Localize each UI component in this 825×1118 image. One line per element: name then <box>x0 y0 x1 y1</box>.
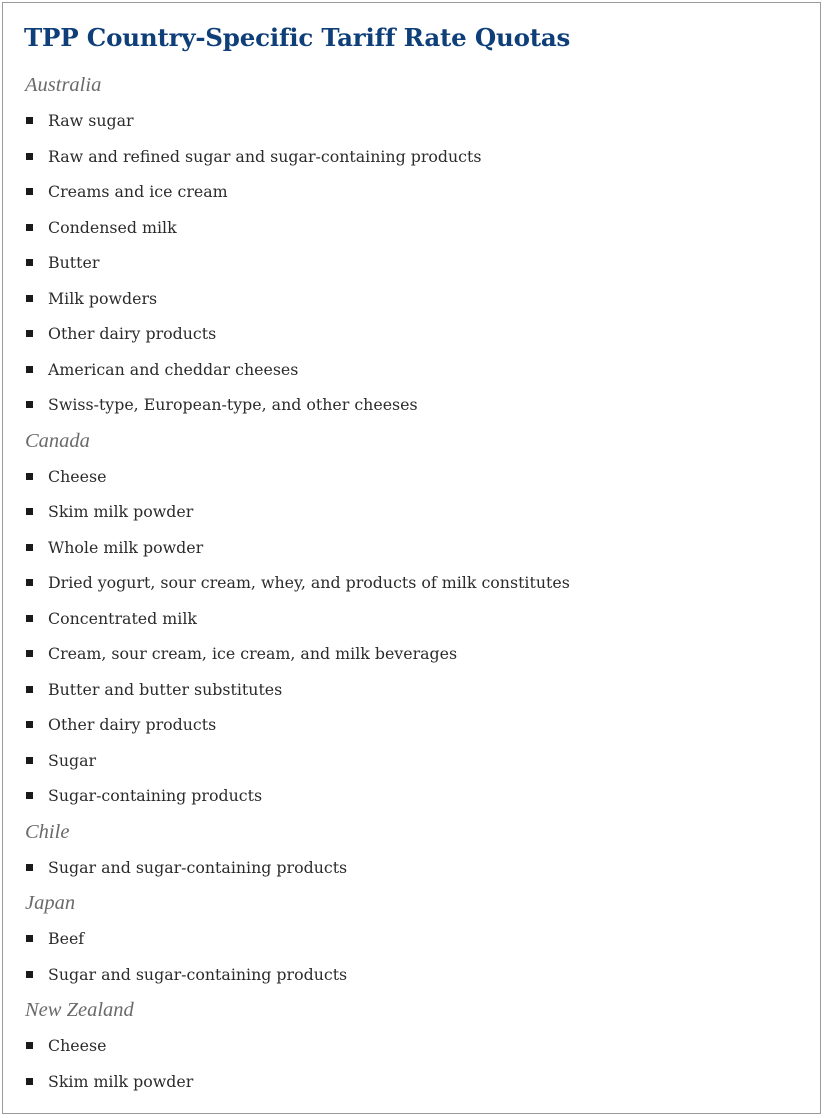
list-item-label: Sugar <box>48 750 97 770</box>
list-item <box>25 957 805 993</box>
product-list <box>25 103 805 423</box>
list-item-label: Cheese <box>48 1036 107 1055</box>
list-item-label: Cream, sour cream, ice cream, and milk beverages <box>48 644 458 663</box>
list-item-label: Other dairy products <box>48 715 217 734</box>
square-bullet-icon <box>26 153 33 160</box>
list-item <box>25 352 805 388</box>
list-item <box>25 281 805 317</box>
country-quota-list <box>25 67 805 1099</box>
list-item-label: Skim milk powder <box>48 1071 194 1091</box>
square-bullet-icon <box>26 864 33 871</box>
square-bullet-icon <box>26 721 33 728</box>
list-item <box>25 245 805 281</box>
product-list <box>25 921 805 992</box>
product-list <box>25 459 805 814</box>
list-item-label: Sugar-containing products <box>48 786 263 805</box>
list-item-label: American and cheddar cheeses <box>48 359 299 379</box>
country-heading: Australia <box>25 74 102 96</box>
list-item-label: Sugar and sugar-containing products <box>48 964 348 984</box>
list-item <box>25 850 805 886</box>
square-bullet-icon <box>26 757 33 764</box>
square-bullet-icon <box>26 544 33 551</box>
list-item <box>25 103 805 139</box>
list-item <box>25 139 805 175</box>
square-bullet-icon <box>26 473 33 480</box>
list-item-label: Dried yogurt, sour cream, whey, and products of milk constitutes <box>48 573 570 592</box>
list-item-label: Cheese <box>48 466 107 486</box>
list-item-label: Other dairy products <box>48 324 217 343</box>
square-bullet-icon <box>26 295 33 302</box>
list-item <box>25 530 805 566</box>
list-item <box>25 174 805 210</box>
list-item-label: Raw and refined sugar and sugar-containing products <box>48 146 482 166</box>
list-item-label: Beef <box>48 929 85 948</box>
square-bullet-icon <box>26 1078 33 1085</box>
list-item <box>25 778 805 814</box>
country-heading: New Zealand <box>25 999 134 1021</box>
square-bullet-icon <box>26 188 33 195</box>
square-bullet-icon <box>26 224 33 231</box>
list-item-label: Concentrated milk <box>48 608 197 628</box>
square-bullet-icon <box>26 1042 33 1049</box>
list-item-label: Condensed milk <box>48 217 177 237</box>
list-item <box>25 743 805 779</box>
list-item <box>25 565 805 601</box>
square-bullet-icon <box>26 579 33 586</box>
list-item-label: Swiss-type, European-type, and other cheeses <box>48 395 418 414</box>
list-item <box>25 921 805 957</box>
list-item <box>25 672 805 708</box>
list-item <box>25 601 805 637</box>
square-bullet-icon <box>26 650 33 657</box>
list-item <box>25 316 805 352</box>
country-heading: Canada <box>25 429 90 452</box>
list-item <box>25 494 805 530</box>
square-bullet-icon <box>26 401 33 408</box>
list-item-label: Milk powders <box>48 288 158 308</box>
product-list <box>25 1028 805 1099</box>
list-item <box>25 1064 805 1100</box>
list-item <box>25 707 805 743</box>
list-item <box>25 387 805 423</box>
square-bullet-icon <box>26 508 33 515</box>
list-item-label: Butter <box>48 253 100 272</box>
square-bullet-icon <box>26 971 33 978</box>
list-item-label: Sugar and sugar-containing products <box>48 857 348 877</box>
list-item-label: Skim milk powder <box>48 502 194 521</box>
list-item-label: Butter and butter substitutes <box>48 679 283 699</box>
page-title: TPP Country-Specific Tariff Rate Quotas <box>24 23 571 52</box>
list-item-label: Creams and ice cream <box>48 182 228 201</box>
product-list <box>25 850 805 886</box>
list-item-label: Raw sugar <box>48 111 134 130</box>
square-bullet-icon <box>26 792 33 799</box>
square-bullet-icon <box>26 686 33 693</box>
square-bullet-icon <box>26 615 33 622</box>
square-bullet-icon <box>26 259 33 266</box>
country-heading: Chile <box>25 820 70 843</box>
list-item <box>25 459 805 495</box>
square-bullet-icon <box>26 935 33 942</box>
list-item <box>25 636 805 672</box>
list-item <box>25 1028 805 1064</box>
list-item <box>25 210 805 246</box>
square-bullet-icon <box>26 330 33 337</box>
square-bullet-icon <box>26 117 33 124</box>
list-item-label: Whole milk powder <box>48 537 204 557</box>
country-heading: Japan <box>25 892 76 914</box>
square-bullet-icon <box>26 366 33 373</box>
